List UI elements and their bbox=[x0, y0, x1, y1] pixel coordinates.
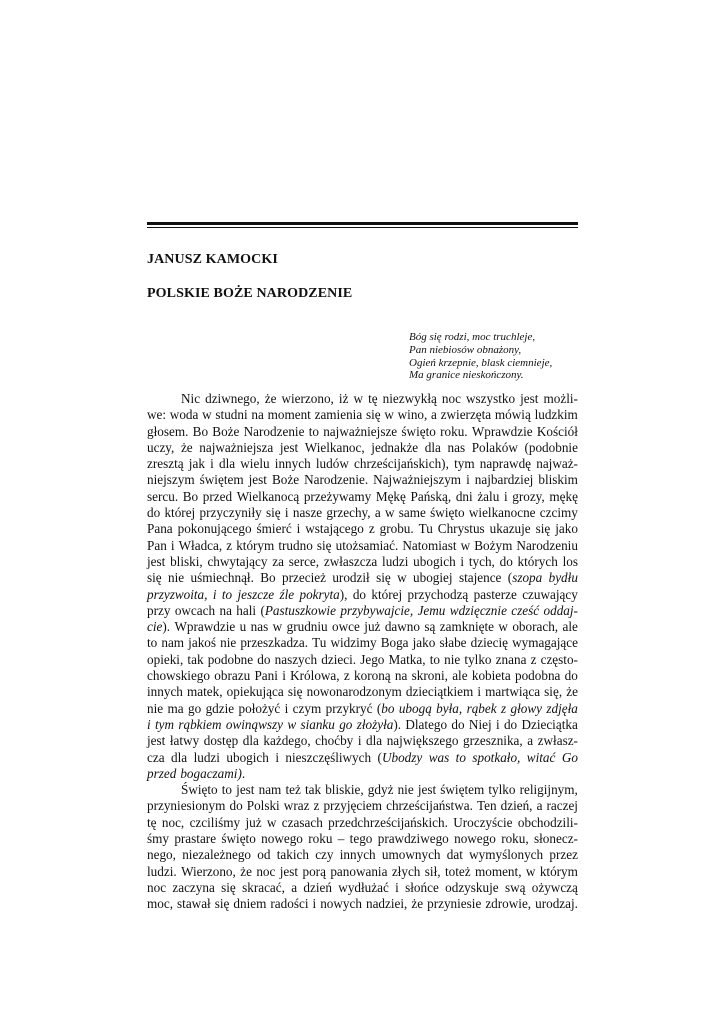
body-line: głosem. Bo Boże Narodzenie to najważniejsze święto roku. Wprawdzie Kościół bbox=[147, 423, 578, 439]
body-line: ludzi. Wierzono, że noc jest porą panowania złych sił, toteż moment, w którym bbox=[147, 863, 578, 879]
body-line: Pana pokonującego śmierć i wstającego z grobu. Tu Chrystus ukazuje się jako bbox=[147, 521, 578, 537]
body-line: przyzwoita, i to jeszcze źle pokryta), do której przychodzą pasterze czuwający bbox=[147, 586, 578, 602]
body-line: do której przyczyniły się i nasze grzechy, a w same święto wielkanocne czcimy bbox=[147, 505, 578, 521]
epigraph-line: Pan niebiosów obnażony, bbox=[409, 343, 522, 356]
body-line: Pan i Władca, z którym trudno się utożsamiać. Natomiast w Bożym Narodzeniu bbox=[147, 537, 578, 553]
header-rule bbox=[147, 222, 578, 228]
body-line: moc, stawał się dniem radości i nowych nadziei, że przyniesie zdrowie, urodzaj. bbox=[147, 896, 578, 912]
body-line: sercu. Bo przed Wielkanocą przeżywamy Mękę Pańską, dni żalu i grozy, mękę bbox=[147, 488, 578, 504]
article-title: POLSKIE BOŻE NARODZENIE bbox=[147, 286, 353, 301]
body-line: uczy, że najważniejsza jest Wielkanoc, jednakże dla nas Polaków (podobnie bbox=[147, 439, 578, 455]
body-line: tę noc, czciliśmy już w czasach przedchrześcijańskich. Uroczyście obchodzili- bbox=[147, 814, 578, 830]
epigraph-line: Ogień krzepnie, blask ciemnieje, bbox=[409, 356, 553, 369]
body-line: we: woda w studni na moment zamienia się w wino, a zwierzęta mówią ludzkim bbox=[147, 407, 578, 423]
body-line: cza dla ludzi ubogich i nieszczęśliwych (Ubodzy was to spotkało, witać Go bbox=[147, 749, 578, 765]
body-line: innych matek, opiekująca się nowonarodzonym dzieciątkiem i martwiąca się, że bbox=[147, 684, 578, 700]
body-line: noc zaczyna się skracać, a dzień wydłużać i słońce odzyskuje swą ożywczą bbox=[147, 879, 578, 895]
epigraph-line: Ma granice nieskończony. bbox=[409, 369, 524, 382]
header-rule-thick bbox=[147, 222, 578, 225]
body-line: zresztą jak i dla wielu innych ludów chrześcijańskich), tym naprawdę najważ- bbox=[147, 456, 578, 472]
body-line: jest bliski, chwytający za serce, zwłaszcza ludzi ubogich i tych, do których los bbox=[147, 553, 578, 569]
body-line: przyniesionym do Polski wraz z przyjęciem chrześcijaństwa. Ten dzień, a raczej bbox=[147, 798, 578, 814]
author-name: JANUSZ KAMOCKI bbox=[147, 252, 278, 267]
body-line: nego, niezależnego od takich czy innych umownych dat wymyślonych przez bbox=[147, 847, 578, 863]
body-line: jest łatwy dostęp dla każdego, choćby i dla największego grzesznika, a zwłasz- bbox=[147, 733, 578, 749]
epigraph bbox=[409, 331, 584, 382]
body-line: opieki, tak podobne do naszych dzieci. Jego Matka, to nie tylko znana z często- bbox=[147, 651, 578, 667]
article-body bbox=[147, 391, 578, 913]
body-line: i tym rąbkiem owinąwszy w sianku go złożyła). Dlatego do Niej i do Dzieciątka bbox=[147, 716, 578, 732]
body-line: chowskiego obrazu Pani i Królowa, z koroną na skroni, ale kobieta podobna do bbox=[147, 668, 578, 684]
header-rule-thin bbox=[147, 227, 578, 228]
body-line: niejszym świętem jest Boże Narodzenie. Najważniejszym i najbardziej bliskim bbox=[147, 472, 578, 488]
body-line: to nam jakoś nie przeszkadza. Tu widzimy Boga jako słabe dziecię wymagające bbox=[147, 635, 578, 651]
body-line: przed bogaczami). bbox=[147, 765, 246, 781]
body-line: Święto to jest nam też tak bliskie, gdyż nie jest świętem tylko religijnym, bbox=[181, 782, 578, 798]
body-line: cie). Wprawdzie u nas w grudniu owce już dawno są zamknięte w oborach, ale bbox=[147, 619, 578, 635]
body-line: się nie uśmiechnął. Bo przecież urodził się w ubogiej stajence (szopa bydłu bbox=[147, 570, 578, 586]
body-line: śmy prastare święto nowego roku – tego prawdziwego nowego roku, słonecz- bbox=[147, 831, 578, 847]
body-line: przy owcach na hali (Pastuszkowie przybywajcie, Jemu wdzięcznie cześć oddaj- bbox=[147, 602, 578, 618]
body-line: nie ma go gdzie położyć i czym przykryć (bo ubogą była, rąbek z głowy zdjęła bbox=[147, 700, 578, 716]
epigraph-line: Bóg się rodzi, moc truchleje, bbox=[409, 331, 536, 343]
body-line: Nic dziwnego, że wierzono, iż w tę niezwykłą noc wszystko jest możli- bbox=[181, 391, 578, 406]
